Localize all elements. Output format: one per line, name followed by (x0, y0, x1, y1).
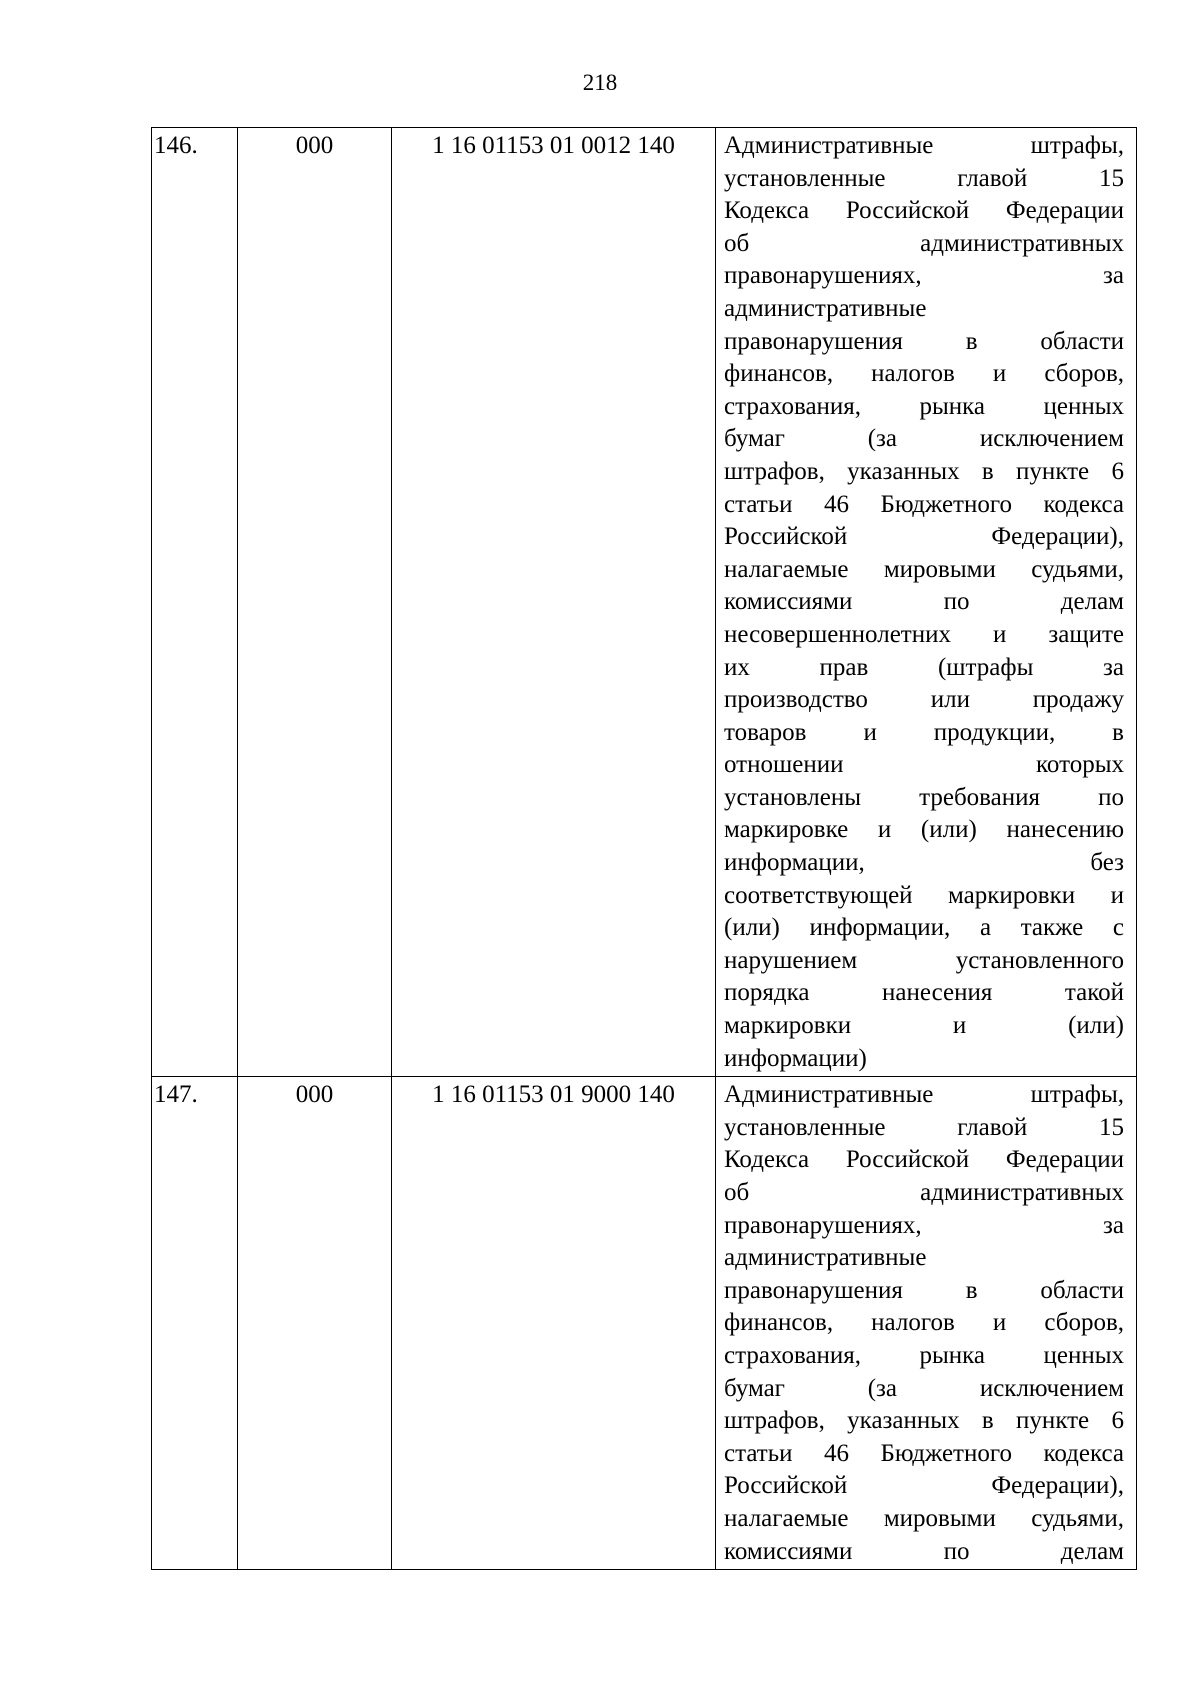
description-line: информации) (724, 1044, 867, 1072)
description-line: штрафов, указанных в пункте 6 (724, 457, 1124, 485)
description-line: маркировке и (или) нанесению (724, 816, 1124, 844)
description-line: Российской Федерации), (724, 1472, 1124, 1500)
description-line: правонарушениях, за (724, 262, 1124, 290)
budget-classification-code: 1 16 01153 01 0012 140 (392, 128, 716, 1077)
description-line: комиссиями по делам (724, 588, 1124, 616)
description-line: нарушением установленного (724, 946, 1124, 974)
budget-codes-table (151, 127, 1137, 1570)
description-line: Административные штрафы, (724, 1081, 1124, 1109)
budget-classification-code: 1 16 01153 01 9000 140 (392, 1077, 716, 1570)
description-line: финансов, налогов и сборов, (724, 360, 1124, 388)
description-line: Кодекса Российской Федерации (724, 1146, 1124, 1174)
description-line: установленные главой 15 (724, 1113, 1124, 1141)
description-line: отношении которых (724, 751, 1124, 779)
row-number: 147. (152, 1077, 238, 1570)
description-line: налагаемые мировыми судьями, (724, 1504, 1124, 1532)
description-line: их прав (штрафы за (724, 653, 1124, 681)
page-number: 218 (582, 70, 618, 95)
description-line: информации, без (724, 849, 1124, 877)
administrator-code: 000 (238, 128, 392, 1077)
description-line: порядка нанесения такой (724, 979, 1124, 1007)
description-line: финансов, налогов и сборов, (724, 1309, 1124, 1337)
description-line: товаров и продукции, в (724, 718, 1124, 746)
description-line: бумаг (за исключением (724, 1374, 1124, 1402)
description-line: налагаемые мировыми судьями, (724, 555, 1124, 583)
description-line: соответствующей маркировки и (724, 881, 1124, 909)
table-body (152, 128, 1137, 1570)
description-line: Российской Федерации), (724, 523, 1124, 551)
description-line: маркировки и (или) (724, 1012, 1124, 1040)
description-line: статьи 46 Бюджетного кодекса (724, 490, 1124, 518)
table-row (152, 128, 1137, 1077)
description-line: правонарушения в области (724, 1276, 1124, 1304)
description-line: бумаг (за исключением (724, 425, 1124, 453)
description-line: административные (724, 1244, 927, 1272)
income-description (716, 128, 1137, 1077)
income-description (716, 1077, 1137, 1570)
description-line: страхования, рынка ценных (724, 1341, 1124, 1369)
description-line: правонарушениях, за (724, 1211, 1124, 1239)
description-line: (или) информации, а также с (724, 914, 1124, 942)
description-line: правонарушения в области (724, 327, 1124, 355)
description-line: страхования, рынка ценных (724, 392, 1124, 420)
description-line: Административные штрафы, (724, 132, 1124, 159)
description-line: производство или продажу (724, 686, 1124, 714)
description-line: установленные главой 15 (724, 164, 1124, 192)
description-line: установлены требования по (724, 783, 1124, 811)
description-line: Кодекса Российской Федерации (724, 197, 1124, 225)
administrator-code: 000 (238, 1077, 392, 1570)
description-line: штрафов, указанных в пункте 6 (724, 1407, 1124, 1435)
description-line: комиссиями по делам (724, 1537, 1124, 1565)
table-row (152, 1077, 1137, 1570)
description-line: об административных (724, 229, 1124, 257)
row-number: 146. (152, 128, 238, 1077)
description-line: административные (724, 294, 927, 322)
description-line: статьи 46 Бюджетного кодекса (724, 1439, 1124, 1467)
description-line: об административных (724, 1179, 1124, 1206)
description-line: несовершеннолетних и защите (724, 620, 1124, 648)
